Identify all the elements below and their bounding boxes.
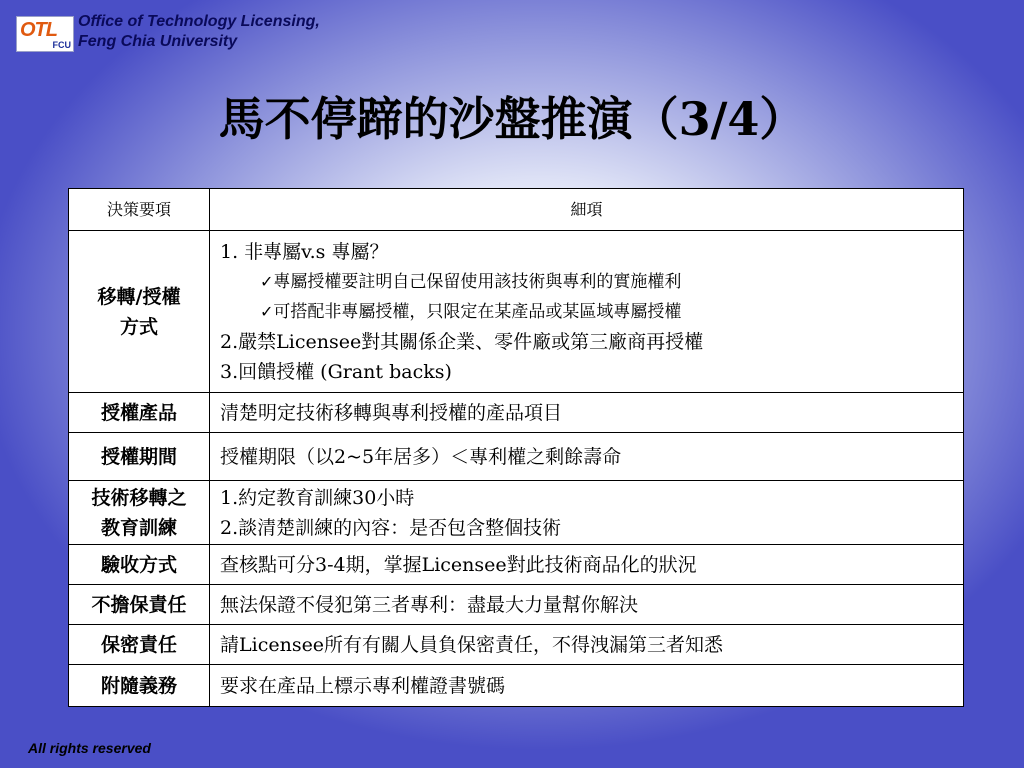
- detail-line: [220, 630, 953, 660]
- decision-item-label: 不擔保責任: [91, 593, 187, 616]
- table-row: [69, 481, 964, 545]
- detail-cell: [210, 231, 964, 393]
- detail-cell: [210, 393, 964, 433]
- decision-item-cell: [69, 231, 210, 393]
- decision-item-label: 教育訓練: [100, 516, 177, 539]
- detail-cell: [210, 433, 964, 481]
- decision-item-cell: [69, 481, 210, 545]
- decision-table: [68, 188, 964, 707]
- decision-item-label: 技術移轉之: [91, 486, 187, 509]
- table-row: [69, 585, 964, 625]
- decision-item-label: 方式: [119, 315, 158, 338]
- header-cell-detail: 細項: [210, 189, 964, 231]
- check-icon: ✓: [260, 301, 274, 321]
- table-header-row: [69, 189, 964, 231]
- organization-name: [78, 12, 320, 52]
- decision-item-label: 授權期間: [100, 445, 177, 468]
- decision-item-cell: [69, 665, 210, 707]
- detail-text: 要求在產品上標示專利權證書號碼: [220, 674, 506, 697]
- decision-item-label: 移轉/授權: [97, 285, 181, 308]
- table-row: [69, 665, 964, 707]
- detail-text: 查核點可分3-4期，掌握Licensee對此技術商品化的狀況: [220, 553, 697, 576]
- decision-item-label: 驗收方式: [100, 553, 177, 576]
- table-row: [69, 625, 964, 665]
- detail-line: [220, 327, 953, 357]
- otl-fcu-logo: [16, 16, 74, 52]
- table-row: [69, 231, 964, 393]
- detail-text: 請Licensee所有有關人員負保密責任，不得洩漏第三者知悉: [220, 633, 724, 656]
- decision-item-cell: [69, 545, 210, 585]
- detail-text: 清楚明定技術移轉與專利授權的產品項目: [220, 401, 563, 424]
- table-row: [69, 393, 964, 433]
- detail-line: [220, 513, 953, 543]
- detail-text: 無法保證不侵犯第三者專利：盡最大力量幫你解決: [220, 593, 639, 616]
- org-line-1: Office of Technology Licensing,: [78, 13, 320, 30]
- decision-item-cell: [69, 625, 210, 665]
- detail-text: 專屬授權要註明自己保留使用該技術與專利的實施權利: [273, 271, 682, 292]
- detail-cell: [210, 625, 964, 665]
- detail-text: 1. 非專屬v.s 專屬？: [220, 240, 389, 263]
- check-icon: ✓: [260, 271, 274, 291]
- detail-text: 授權期限（以2~5年居多）＜專利權之剩餘壽命: [220, 445, 622, 468]
- detail-cell: [210, 585, 964, 625]
- detail-line: [220, 442, 953, 472]
- detail-cell: [210, 481, 964, 545]
- detail-line: [220, 483, 953, 513]
- decision-item-label: 授權產品: [100, 401, 177, 424]
- detail-line: [220, 398, 953, 428]
- detail-line: [220, 297, 953, 327]
- logo-text: OTL: [20, 19, 57, 41]
- header-cell-item: 決策要項: [69, 189, 210, 231]
- decision-item-cell: [69, 393, 210, 433]
- decision-table-body: [69, 189, 964, 707]
- detail-line: [220, 671, 953, 701]
- detail-line: [220, 237, 953, 267]
- logo-subtext: FCU: [52, 40, 71, 50]
- detail-line: [220, 267, 953, 297]
- decision-item-cell: [69, 585, 210, 625]
- org-line-2: Feng Chia University: [78, 33, 238, 50]
- footer-copyright: All rights reserved: [28, 740, 151, 756]
- detail-text: 2.談清楚訓練的內容：是否包含整個技術: [220, 516, 562, 539]
- table-row: [69, 433, 964, 481]
- detail-line: [220, 590, 953, 620]
- decision-item-label: 保密責任: [100, 633, 177, 656]
- detail-text: 3.回饋授權 (Grant backs): [220, 360, 452, 383]
- decision-item-cell: [69, 433, 210, 481]
- detail-text: 1.約定教育訓練30小時: [220, 486, 415, 509]
- detail-cell: [210, 545, 964, 585]
- detail-text: 可搭配非專屬授權，只限定在某產品或某區域專屬授權: [273, 301, 682, 322]
- decision-item-label: 附隨義務: [100, 674, 177, 697]
- detail-line: [220, 357, 953, 387]
- detail-line: [220, 550, 953, 580]
- detail-text: 2.嚴禁Licensee對其關係企業、零件廠或第三廠商再授權: [220, 330, 704, 353]
- slide-title: 馬不停蹄的沙盤推演（3/4）: [218, 92, 806, 146]
- table-row: [69, 545, 964, 585]
- detail-cell: [210, 665, 964, 707]
